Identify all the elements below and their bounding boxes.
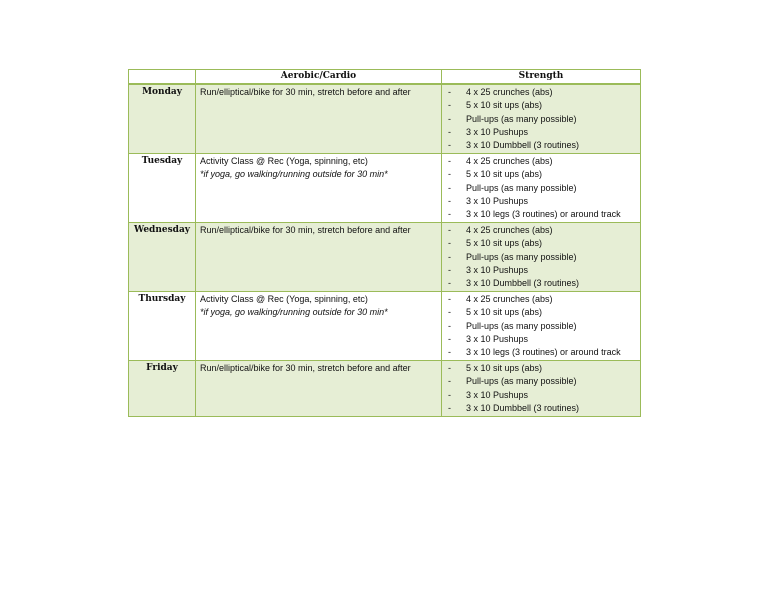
bullet-dash: - <box>448 209 451 220</box>
list-item <box>446 224 636 237</box>
day-cell: Tuesday <box>129 154 196 223</box>
strength-cell <box>442 154 641 223</box>
bullet-dash: - <box>448 182 451 193</box>
header-strength: Strength <box>442 70 641 85</box>
list-item <box>446 99 636 112</box>
list-item <box>446 306 636 319</box>
strength-exercise: 3 x 10 Pushups <box>466 333 529 344</box>
bullet-dash: - <box>448 87 451 98</box>
bullet-dash: - <box>448 363 451 374</box>
bullet-dash: - <box>448 347 451 358</box>
bullet-dash: - <box>448 113 451 124</box>
bullet-dash: - <box>448 126 451 137</box>
bullet-dash: - <box>448 278 451 289</box>
list-item <box>446 389 636 402</box>
bullet-dash: - <box>448 402 451 413</box>
strength-exercise: 4 x 25 crunches (abs) <box>466 294 553 305</box>
strength-cell <box>442 361 641 417</box>
strength-exercise: 3 x 10 Dumbbell (3 routines) <box>466 278 580 289</box>
list-item <box>446 237 636 250</box>
table-row <box>129 84 641 154</box>
aerobic-note: *if yoga, go walking/running outside for 30 min* <box>200 169 388 180</box>
bullet-dash: - <box>448 251 451 262</box>
aerobic-cell <box>196 154 442 223</box>
bullet-dash: - <box>448 140 451 151</box>
header-day <box>129 70 196 85</box>
strength-exercise: 4 x 25 crunches (abs) <box>466 87 553 98</box>
aerobic-cell <box>196 84 442 154</box>
table-row <box>129 361 641 417</box>
table-row <box>129 154 641 223</box>
bullet-dash: - <box>448 238 451 249</box>
bullet-dash: - <box>448 100 451 111</box>
bullet-dash: - <box>448 225 451 236</box>
list-item <box>446 293 636 306</box>
list-item <box>446 264 636 277</box>
strength-list <box>446 362 636 415</box>
workout-schedule-table <box>128 69 641 417</box>
bullet-dash: - <box>448 195 451 206</box>
day-cell: Thursday <box>129 292 196 361</box>
strength-list <box>446 155 636 221</box>
list-item <box>446 362 636 375</box>
strength-exercise: Pull-ups (as many possible) <box>466 251 577 262</box>
bullet-dash: - <box>448 264 451 275</box>
strength-list <box>446 293 636 359</box>
aerobic-cell <box>196 223 442 292</box>
aerobic-activity: Run/elliptical/bike for 30 min, stretch before and after <box>200 225 411 236</box>
aerobic-activity: Run/elliptical/bike for 30 min, stretch before and after <box>200 87 411 98</box>
aerobic-activity: Activity Class @ Rec (Yoga, spinning, etc) <box>200 294 368 305</box>
day-cell: Monday <box>129 84 196 154</box>
aerobic-cell <box>196 361 442 417</box>
strength-exercise: 3 x 10 legs (3 routines) or around track <box>466 209 621 220</box>
strength-exercise: 3 x 10 legs (3 routines) or around track <box>466 347 621 358</box>
strength-exercise: 3 x 10 Pushups <box>466 126 529 137</box>
strength-exercise: Pull-ups (as many possible) <box>466 113 577 124</box>
bullet-dash: - <box>448 169 451 180</box>
bullet-dash: - <box>448 320 451 331</box>
strength-cell <box>442 292 641 361</box>
day-cell: Friday <box>129 361 196 417</box>
strength-cell <box>442 223 641 292</box>
strength-exercise: 3 x 10 Dumbbell (3 routines) <box>466 402 580 413</box>
strength-list <box>446 224 636 290</box>
strength-exercise: 3 x 10 Pushups <box>466 389 529 400</box>
day-cell: Wednesday <box>129 223 196 292</box>
list-item <box>446 251 636 264</box>
strength-exercise: 4 x 25 crunches (abs) <box>466 156 553 167</box>
list-item <box>446 113 636 126</box>
list-item <box>446 277 636 290</box>
bullet-dash: - <box>448 389 451 400</box>
list-item <box>446 333 636 346</box>
strength-exercise: Pull-ups (as many possible) <box>466 376 577 387</box>
strength-exercise: 5 x 10 sit ups (abs) <box>466 307 543 318</box>
list-item <box>446 139 636 152</box>
aerobic-cell <box>196 292 442 361</box>
strength-exercise: 3 x 10 Pushups <box>466 264 529 275</box>
strength-exercise: 5 x 10 sit ups (abs) <box>466 238 543 249</box>
bullet-dash: - <box>448 307 451 318</box>
strength-exercise: Pull-ups (as many possible) <box>466 320 577 331</box>
list-item <box>446 402 636 415</box>
strength-exercise: 3 x 10 Dumbbell (3 routines) <box>466 140 580 151</box>
bullet-dash: - <box>448 376 451 387</box>
aerobic-activity: Activity Class @ Rec (Yoga, spinning, etc) <box>200 156 368 167</box>
list-item <box>446 346 636 359</box>
bullet-dash: - <box>448 156 451 167</box>
list-item <box>446 182 636 195</box>
strength-exercise: 5 x 10 sit ups (abs) <box>466 100 543 111</box>
strength-exercise: Pull-ups (as many possible) <box>466 182 577 193</box>
aerobic-activity: Run/elliptical/bike for 30 min, stretch before and after <box>200 363 411 374</box>
header-row <box>129 70 641 85</box>
schedule-body <box>129 84 641 416</box>
strength-exercise: 4 x 25 crunches (abs) <box>466 225 553 236</box>
strength-exercise: 3 x 10 Pushups <box>466 195 529 206</box>
list-item <box>446 126 636 139</box>
bullet-dash: - <box>448 294 451 305</box>
aerobic-note: *if yoga, go walking/running outside for 30 min* <box>200 307 388 318</box>
table-row <box>129 223 641 292</box>
strength-list <box>446 86 636 152</box>
bullet-dash: - <box>448 333 451 344</box>
list-item <box>446 320 636 333</box>
list-item <box>446 168 636 181</box>
header-aerobic-cardio: Aerobic/Cardio <box>196 70 442 85</box>
list-item <box>446 375 636 388</box>
strength-cell <box>442 84 641 154</box>
list-item <box>446 208 636 221</box>
table-row <box>129 292 641 361</box>
list-item <box>446 86 636 99</box>
strength-exercise: 5 x 10 sit ups (abs) <box>466 363 543 374</box>
list-item <box>446 155 636 168</box>
strength-exercise: 5 x 10 sit ups (abs) <box>466 169 543 180</box>
list-item <box>446 195 636 208</box>
